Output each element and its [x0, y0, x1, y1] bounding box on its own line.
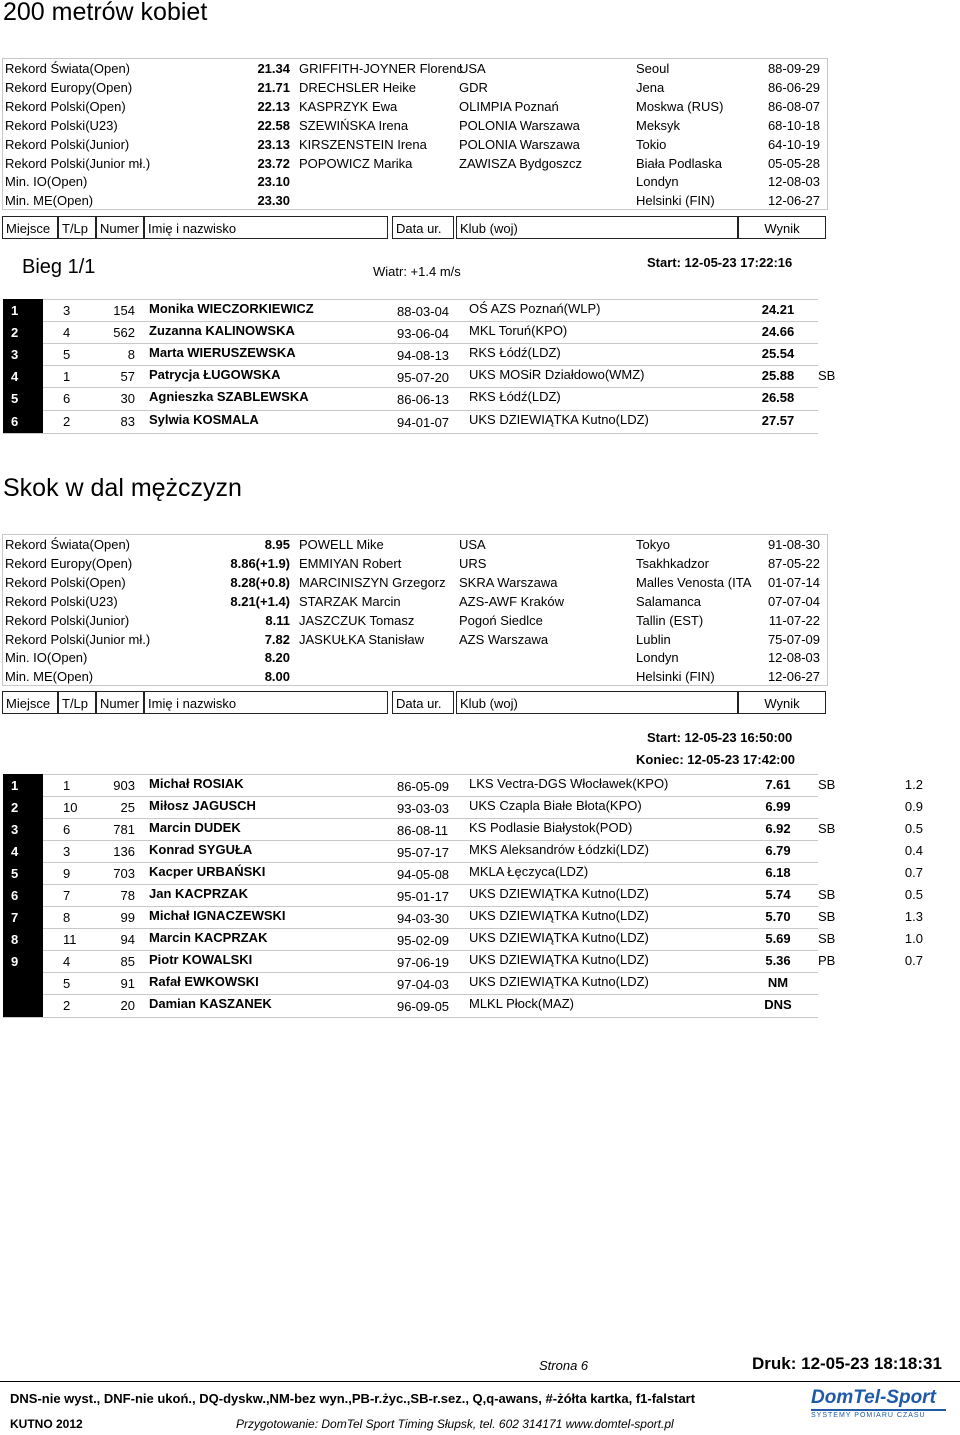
- result-place: 1: [3, 299, 43, 322]
- table-row: [3, 906, 923, 929]
- table-row: [3, 365, 836, 388]
- result-lane: 9: [63, 866, 71, 881]
- result-number: 99: [120, 910, 135, 925]
- record-label: Min. IO(Open): [5, 174, 88, 190]
- result-dob: 94-08-13: [397, 348, 450, 364]
- result-place: 2: [3, 796, 43, 819]
- athlete-name: Piotr KOWALSKI: [149, 952, 253, 967]
- record-label: Rekord Europy(Open): [5, 79, 133, 95]
- record-date: 07-07-04: [767, 593, 820, 609]
- record-holder: JASKUŁKA Stanisław: [299, 631, 425, 647]
- table-row: [3, 387, 818, 410]
- logo-text: DomTel-Sport: [811, 1387, 936, 1408]
- result-club: MKS Aleksandrów Łódzki(LDZ): [469, 842, 649, 857]
- result-value: 27.57: [761, 412, 795, 428]
- record-holder: KASPRZYK Ewa: [299, 98, 398, 114]
- athlete-name: Marcin KACPRZAK: [149, 930, 268, 945]
- result-value: 6.79: [765, 843, 791, 858]
- record-club: OLIMPIA Poznań: [459, 98, 559, 114]
- result-wind: 0.9: [904, 799, 923, 814]
- result-dob: 93-03-03: [397, 801, 450, 816]
- result-value: 24.21: [761, 302, 795, 317]
- result-value: 5.74: [765, 887, 791, 902]
- result-club: UKS DZIEWIĄTKA Kutno(LDZ): [469, 908, 649, 923]
- record-club: AZS-AWF Kraków: [459, 593, 564, 609]
- header-club: Klub (woj): [456, 216, 738, 239]
- record-club: GDR: [459, 79, 488, 95]
- record-holder: KIRSZENSTEIN Irena: [299, 136, 427, 152]
- result-value: 25.88: [761, 368, 795, 384]
- result-place: 6: [3, 410, 43, 433]
- table-row: [3, 884, 923, 907]
- record-result: 21.34: [257, 61, 290, 76]
- record-result: 8.95: [264, 537, 290, 552]
- result-lane: 10: [63, 800, 78, 815]
- result-dob: 94-03-30: [397, 911, 450, 926]
- result-dob: 95-07-20: [397, 370, 450, 386]
- record-date: 88-09-29: [767, 61, 820, 76]
- result-place: 5: [3, 387, 43, 410]
- header-number: Numer: [96, 691, 144, 714]
- record-place: Tallin (EST): [636, 612, 704, 628]
- record-place: Salamanca: [636, 593, 702, 609]
- record-result: 23.10: [257, 174, 290, 190]
- result-lane: 2: [63, 413, 71, 429]
- result-club: LKS Vectra-DGS Włocławek(KPO): [469, 776, 669, 791]
- result-number: 136: [113, 844, 135, 859]
- result-lane: 3: [63, 844, 71, 859]
- table-row: [3, 796, 923, 819]
- results-header: [2, 216, 826, 241]
- result-lane: 7: [63, 888, 71, 903]
- header-name: Imię i nazwisko: [144, 216, 388, 239]
- record-label: Rekord Polski(U23): [5, 593, 118, 609]
- result-lane: 1: [63, 369, 71, 385]
- result-number: 8: [127, 347, 135, 363]
- logo-bar: [811, 1409, 946, 1411]
- table-row: [3, 299, 818, 322]
- record-date: 86-08-07: [767, 98, 820, 114]
- result-number: 30: [120, 391, 135, 407]
- record-label: Min. ME(Open): [5, 669, 94, 685]
- record-place: Moskwa (RUS): [636, 98, 724, 114]
- athlete-name: Sylwia KOSMALA: [149, 411, 259, 427]
- athlete-name: Zuzanna KALINOWSKA: [149, 323, 295, 339]
- footer-divider: [0, 1381, 960, 1382]
- record-place: Londyn: [636, 174, 679, 190]
- result-lane: 4: [63, 954, 71, 969]
- record-date: 12-08-03: [767, 174, 820, 190]
- event-name: KUTNO 2012: [10, 1417, 83, 1431]
- record-club: POLONIA Warszawa: [459, 136, 580, 152]
- athlete-name: Marta WIERUSZEWSKA: [149, 345, 296, 361]
- table-row: [3, 774, 923, 797]
- athlete-name: Konrad SYGUŁA: [149, 842, 253, 857]
- record-result: 7.82: [264, 631, 290, 647]
- result-value: 7.61: [765, 777, 791, 792]
- result-number: 154: [113, 303, 135, 318]
- result-lane: 5: [63, 347, 71, 363]
- record-club: USA: [459, 61, 486, 76]
- result-club: MKLA Łęczyca(LDZ): [469, 864, 589, 879]
- record-place: Meksyk: [636, 117, 681, 133]
- header-lane: T/Lp: [58, 691, 96, 714]
- result-club: UKS DZIEWIĄTKA Kutno(LDZ): [469, 411, 649, 427]
- heat-label: Bieg 1/1: [22, 256, 96, 278]
- result-number: 562: [113, 325, 135, 341]
- result-place: 7: [3, 906, 43, 929]
- header-result: Wynik: [738, 691, 826, 714]
- header-lane: T/Lp: [58, 216, 96, 239]
- athlete-name: Monika WIECZORKIEWICZ: [149, 301, 314, 316]
- record-label: Rekord Polski(Junior mł.): [5, 631, 151, 647]
- header-name: Imię i nazwisko: [144, 691, 388, 714]
- result-place: 3: [3, 343, 43, 366]
- result-club: MLKL Płock(MAZ): [469, 996, 574, 1011]
- record-place: Seoul: [636, 61, 670, 76]
- result-lane: 4: [63, 325, 71, 341]
- record-label: Min. ME(Open): [5, 193, 94, 209]
- result-club: RKS Łódź(LDZ): [469, 345, 561, 361]
- record-date: 01-07-14: [767, 574, 820, 590]
- table-row: [3, 321, 818, 344]
- result-number: 78: [120, 888, 135, 903]
- result-lane: 8: [63, 910, 71, 925]
- page-number: Strona 6: [539, 1358, 589, 1373]
- result-club: UKS DZIEWIĄTKA Kutno(LDZ): [469, 930, 649, 945]
- section-title: Skok w dal mężczyzn: [3, 474, 242, 502]
- header-place: Miejsce: [2, 691, 58, 714]
- result-value: 5.36: [765, 953, 791, 968]
- start-time: Start: 12-05-23 16:50:00: [647, 730, 793, 745]
- record-holder: JASZCZUK Tomasz: [299, 612, 415, 628]
- record-label: Min. IO(Open): [5, 650, 88, 666]
- record-result: 23.13: [257, 136, 290, 152]
- result-value: 26.58: [761, 390, 795, 406]
- result-note: SB: [818, 777, 836, 792]
- record-label: Rekord Polski(Junior mł.): [5, 155, 151, 171]
- result-wind: 1.3: [904, 909, 923, 924]
- record-place: Jena: [636, 79, 665, 95]
- result-number: 25: [120, 800, 135, 815]
- result-note: SB: [818, 821, 836, 836]
- record-date: 64-10-19: [767, 136, 820, 152]
- result-number: 903: [113, 778, 135, 793]
- record-holder: GRIFFITH-JOYNER Florenc: [299, 61, 463, 76]
- header-club: Klub (woj): [456, 691, 738, 714]
- result-dob: 86-06-13: [397, 392, 450, 408]
- result-number: 57: [120, 369, 135, 385]
- record-club: AZS Warszawa: [459, 631, 549, 647]
- result-number: 91: [120, 976, 135, 991]
- record-result: 21.71: [257, 79, 290, 95]
- record-label: Rekord Europy(Open): [5, 555, 133, 571]
- result-club: UKS DZIEWIĄTKA Kutno(LDZ): [469, 974, 649, 989]
- result-dob: 95-01-17: [397, 889, 450, 904]
- result-number: 83: [120, 413, 135, 429]
- record-place: Helsinki (FIN): [636, 193, 715, 209]
- record-result: 8.86(+1.9): [230, 555, 290, 571]
- record-date: 12-08-03: [767, 650, 820, 666]
- athlete-name: Jan KACPRZAK: [149, 886, 248, 901]
- athlete-name: Michał IGNACZEWSKI: [149, 908, 286, 923]
- record-club: Pogoń Siedlce: [459, 612, 543, 628]
- result-place: 1: [3, 774, 43, 797]
- record-result: 8.20: [264, 650, 290, 666]
- result-place: [3, 972, 43, 995]
- result-wind: 0.4: [904, 843, 923, 858]
- result-number: 94: [120, 932, 135, 947]
- record-place: Lublin: [636, 631, 671, 647]
- result-value: 24.66: [761, 324, 795, 340]
- record-place: Tokio: [636, 136, 667, 152]
- table-row: [3, 972, 818, 995]
- result-dob: 94-05-08: [397, 867, 450, 882]
- result-dob: 95-02-09: [397, 933, 450, 948]
- result-lane: 5: [63, 976, 71, 991]
- result-lane: 6: [63, 391, 71, 407]
- table-bottom-line: [3, 433, 818, 434]
- record-club: URS: [459, 555, 487, 571]
- result-wind: 0.7: [904, 865, 923, 880]
- result-dob: 96-09-05: [397, 999, 450, 1014]
- record-date: 68-10-18: [767, 117, 820, 133]
- record-holder: POPOWICZ Marika: [299, 155, 413, 171]
- result-dob: 86-08-11: [397, 823, 449, 838]
- result-place: 9: [3, 950, 43, 973]
- table-row: [3, 928, 923, 951]
- record-place: Tokyo: [636, 537, 670, 552]
- result-place: 8: [3, 928, 43, 951]
- result-lane: 1: [63, 778, 71, 793]
- result-note: SB: [818, 909, 836, 924]
- result-value: NM: [767, 975, 789, 990]
- result-club: UKS MOSiR Działdowo(WMZ): [469, 367, 645, 383]
- table-row: [3, 343, 818, 366]
- section-title: 200 metrów kobiet: [3, 0, 208, 26]
- result-wind: 1.0: [904, 931, 923, 946]
- result-value: 6.92: [765, 821, 791, 836]
- domtel-logo: [811, 1388, 946, 1422]
- table-row: [3, 410, 818, 433]
- record-place: Londyn: [636, 650, 679, 666]
- result-value: 25.54: [761, 346, 795, 362]
- result-lane: 3: [63, 303, 71, 318]
- record-label: Rekord Świata(Open): [5, 61, 130, 76]
- result-lane: 11: [63, 932, 77, 947]
- logo-subtext: SYSTEMY POMIARU CZASU: [811, 1412, 926, 1419]
- table-row: [3, 950, 923, 973]
- record-result: 8.21(+1.4): [230, 593, 290, 609]
- print-time: Druk: 12-05-23 18:18:31: [752, 1354, 942, 1373]
- record-holder: MARCINISZYN Grzegorz: [299, 574, 446, 590]
- record-place: Tsakhkadzor: [636, 555, 709, 571]
- record-holder: SZEWIŃSKA Irena: [299, 117, 409, 133]
- record-holder: EMMIYAN Robert: [299, 555, 402, 571]
- result-wind: 0.5: [904, 821, 923, 836]
- result-number: 781: [113, 822, 135, 837]
- result-club: KS Podlasie Białystok(POD): [469, 820, 633, 835]
- record-result: 23.30: [257, 193, 290, 209]
- result-note: SB: [818, 887, 836, 902]
- result-club: OŚ AZS Poznań(WLP): [469, 301, 601, 316]
- record-club: ZAWISZA Bydgoszcz: [459, 155, 583, 171]
- record-date: 91-08-30: [767, 537, 820, 552]
- record-label: Rekord Polski(U23): [5, 117, 118, 133]
- header-dob: Data ur.: [392, 691, 454, 714]
- record-date: 87-05-22: [767, 555, 820, 571]
- athlete-name: Marcin DUDEK: [149, 820, 241, 835]
- record-club: SKRA Warszawa: [459, 574, 558, 590]
- result-note: PB: [818, 953, 836, 968]
- result-value: 6.18: [765, 865, 791, 880]
- record-date: 05-05-28: [767, 155, 820, 171]
- record-place: Malles Venosta (ITA: [636, 574, 752, 590]
- record-label: Rekord Świata(Open): [5, 537, 130, 552]
- record-result: 22.13: [257, 98, 290, 114]
- result-club: UKS Czapla Białe Błota(KPO): [469, 798, 642, 813]
- result-club: MKL Toruń(KPO): [469, 323, 568, 339]
- result-dob: 97-04-03: [397, 977, 450, 992]
- result-club: UKS DZIEWIĄTKA Kutno(LDZ): [469, 886, 649, 901]
- result-place: 6: [3, 884, 43, 907]
- result-dob: 86-05-09: [397, 779, 450, 794]
- athlete-name: Agnieszka SZABLEWSKA: [149, 389, 309, 405]
- record-date: 75-07-09: [767, 631, 820, 647]
- result-number: 85: [120, 954, 135, 969]
- record-holder: DRECHSLER Heike: [299, 79, 417, 95]
- athlete-name: Damian KASZANEK: [149, 996, 272, 1011]
- record-date: 86-06-29: [767, 79, 820, 95]
- record-result: 22.58: [257, 117, 290, 133]
- result-place: 3: [3, 818, 43, 841]
- result-place: 2: [3, 321, 43, 344]
- legend-text: DNS-nie wyst., DNF-nie ukoń., DQ-dyskw.,NM-bez wyn.,PB-r.życ.,SB-r.sez., Q,q-awans, #-żółta kartka, f1-falstart: [10, 1391, 696, 1406]
- record-result: 23.72: [257, 155, 290, 171]
- result-place: 4: [3, 840, 43, 863]
- result-dob: 95-07-17: [397, 845, 450, 860]
- result-wind: 0.5: [904, 887, 923, 902]
- result-dob: 94-01-07: [397, 414, 450, 430]
- record-club: POLONIA Warszawa: [459, 117, 580, 133]
- result-lane: 2: [63, 998, 71, 1013]
- record-date: 12-06-27: [767, 669, 820, 685]
- table-row: [3, 994, 818, 1017]
- result-dob: 93-06-04: [397, 326, 450, 342]
- result-club: RKS Łódź(LDZ): [469, 389, 561, 405]
- result-wind: 0.7: [904, 953, 923, 968]
- record-date: 12-06-27: [767, 193, 820, 209]
- athlete-name: Michał ROSIAK: [149, 776, 244, 791]
- record-label: Rekord Polski(Open): [5, 574, 126, 590]
- result-value: DNS: [764, 997, 792, 1012]
- record-holder: STARZAK Marcin: [299, 593, 401, 609]
- table-row: [3, 840, 923, 863]
- result-wind: 1.2: [904, 777, 923, 792]
- result-value: 5.70: [765, 909, 791, 924]
- result-note: SB: [818, 368, 836, 384]
- result-place: 5: [3, 862, 43, 885]
- header-dob: Data ur.: [392, 216, 454, 239]
- result-value: 5.69: [765, 931, 791, 946]
- record-label: Rekord Polski(Junior): [5, 136, 130, 152]
- record-result: 8.11: [265, 612, 290, 628]
- record-result: 8.28(+0.8): [230, 574, 290, 590]
- record-label: Rekord Polski(Open): [5, 98, 126, 114]
- table-row: [3, 818, 923, 841]
- result-club: UKS DZIEWIĄTKA Kutno(LDZ): [469, 952, 649, 967]
- results-header: [2, 691, 826, 716]
- athlete-name: Rafał EWKOWSKI: [149, 974, 259, 989]
- end-time: Koniec: 12-05-23 17:42:00: [636, 752, 795, 767]
- prepared-by: Przygotowanie: DomTel Sport Timing Słupsk, tel. 602 314171 www.domtel-sport.pl: [236, 1417, 674, 1431]
- result-place: [3, 994, 43, 1017]
- result-note: SB: [818, 931, 836, 946]
- record-date: 11-07-22: [768, 612, 820, 628]
- record-result: 8.00: [264, 669, 290, 685]
- table-row: [3, 862, 923, 885]
- result-dob: 97-06-19: [397, 955, 450, 970]
- record-label: Rekord Polski(Junior): [5, 612, 130, 628]
- record-place: Biała Podlaska: [636, 155, 722, 171]
- athlete-name: Patrycja ŁUGOWSKA: [149, 367, 281, 383]
- result-lane: 6: [63, 822, 71, 837]
- header-place: Miejsce: [2, 216, 58, 239]
- table-bottom-line: [3, 1017, 818, 1018]
- record-holder: POWELL Mike: [299, 537, 384, 552]
- athlete-name: Kacper URBAŃSKI: [149, 864, 266, 879]
- result-dob: 88-03-04: [397, 304, 450, 319]
- record-place: Helsinki (FIN): [636, 669, 715, 685]
- result-number: 703: [113, 866, 135, 881]
- wind-label: Wiatr: +1.4 m/s: [373, 264, 461, 279]
- start-time: Start: 12-05-23 17:22:16: [647, 255, 793, 270]
- header-result: Wynik: [738, 216, 826, 239]
- header-number: Numer: [96, 216, 144, 239]
- result-number: 20: [120, 998, 135, 1013]
- result-place: 4: [3, 365, 43, 388]
- result-value: 6.99: [765, 799, 791, 814]
- athlete-name: Miłosz JAGUSCH: [149, 798, 256, 813]
- record-club: USA: [459, 537, 486, 552]
